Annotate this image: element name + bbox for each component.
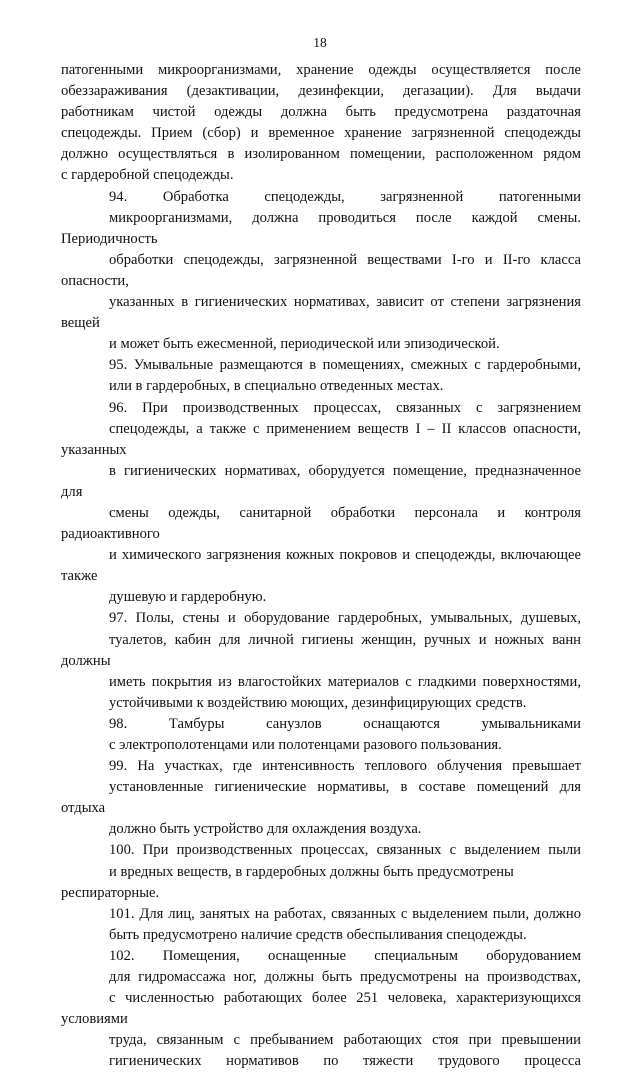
text-line: с электрополотенцами или полотенцами разового пользования. (109, 737, 502, 753)
text-line: и химического загрязнения кожных покровов и спецодежды, включающее также (61, 547, 581, 585)
text-line: 94. Обработка спецодежды, загрязненной патогенными (109, 188, 581, 205)
paragraph (61, 398, 581, 609)
text-line: с гардеробной спецодежды. (61, 167, 234, 184)
paragraph (61, 355, 581, 397)
text-line: с численностью работающих более 251 человека, характеризующихся условиями (61, 990, 581, 1028)
text-line: труда, связанным с пребыванием работающих стоя при превышении (109, 1032, 581, 1049)
document-body (61, 60, 581, 1073)
text-line: для гидромассажа ног, должны быть предусмотрены на производствах, (109, 969, 581, 986)
text-line: 95. Умывальные размещаются в помещениях, смежных с гардеробными, (109, 357, 581, 374)
text-line: обработки спецодежды, загрязненной веществами I-го и II-го класса опасности, (61, 251, 581, 289)
text-line: 100. При производственных процессах, связанных с выделением пыли (109, 842, 581, 859)
text-line: гигиенических нормативов по тяжести трудового процесса (109, 1053, 581, 1070)
text-line: патогенными микроорганизмами, хранение одежды осуществляется после (61, 62, 581, 78)
text-line: иметь покрытия из влагостойких материалов с гладкими поверхностями, (109, 673, 581, 690)
text-line: обеззараживания (дезактивации, дезинфекции, дегазации). Для выдачи (61, 83, 581, 100)
page-number: 18 (313, 35, 327, 50)
paragraph (61, 904, 581, 946)
text-line: должно быть устройство для охлаждения воздуха. (109, 821, 422, 838)
text-line: 101. Для лиц, занятых на работах, связанных с выделением пыли, должно (109, 905, 581, 922)
text-line: должно осуществляться в изолированном помещении, расположенном рядом (61, 146, 581, 163)
text-line: в гигиенических нормативах, оборудуется помещение, предназначенное для (61, 462, 581, 500)
text-line: 102. Помещения, оснащенные специальным оборудованием (109, 947, 581, 964)
paragraph (61, 714, 581, 756)
paragraph (61, 187, 581, 356)
text-line: быть предусмотрено наличие средств обеспыливания спецодежды. (109, 926, 527, 943)
text-line: и вредных веществ, в гардеробных должны быть предусмотрены респираторные. (61, 863, 514, 901)
text-line: указанных в гигиенических нормативах, зависит от степени загрязнения вещей (61, 294, 581, 332)
text-line: смены одежды, санитарной обработки персонала и контроля радиоактивного (61, 504, 581, 543)
text-line: 97. Полы, стены и оборудование гардеробных, умывальных, душевых, (109, 610, 581, 627)
text-line: и может быть ежесменной, периодической или эпизодической. (109, 336, 500, 353)
paragraph (61, 608, 581, 713)
text-line: душевую и гардеробную. (109, 589, 267, 606)
text-line: 96. При производственных процессах, связанных с загрязнением (109, 399, 581, 416)
paragraph (61, 60, 581, 187)
paragraph (61, 840, 581, 903)
text-line: 99. На участках, где интенсивность теплового облучения превышает (109, 758, 581, 775)
text-line: туалетов, кабин для личной гигиены женщин, ручных и ножных ванн должны (61, 631, 581, 669)
text-line: работникам чистой одежды должна быть предусмотрена раздаточная (61, 104, 581, 121)
text-line: или в гардеробных, в специально отведенных местах. (109, 378, 444, 395)
text-line: 98. Тамбуры санузлов оснащаются умывальниками (109, 715, 581, 732)
text-line: микроорганизмами, должна проводиться после каждой смены. Периодичность (61, 209, 581, 247)
text-line: спецодежды. Прием (сбор) и временное хранение загрязненной спецодежды (61, 125, 581, 142)
paragraph (61, 756, 581, 840)
text-line: устойчивыми к воздействию моющих, дезинфицирующих средств. (109, 694, 527, 711)
text-line: спецодежды, а также с применением веществ I – II классов опасности, указанных (61, 420, 581, 458)
text-line: установленные гигиенические нормативы, в составе помещений для отдыха (61, 779, 581, 817)
paragraph (61, 946, 581, 1073)
